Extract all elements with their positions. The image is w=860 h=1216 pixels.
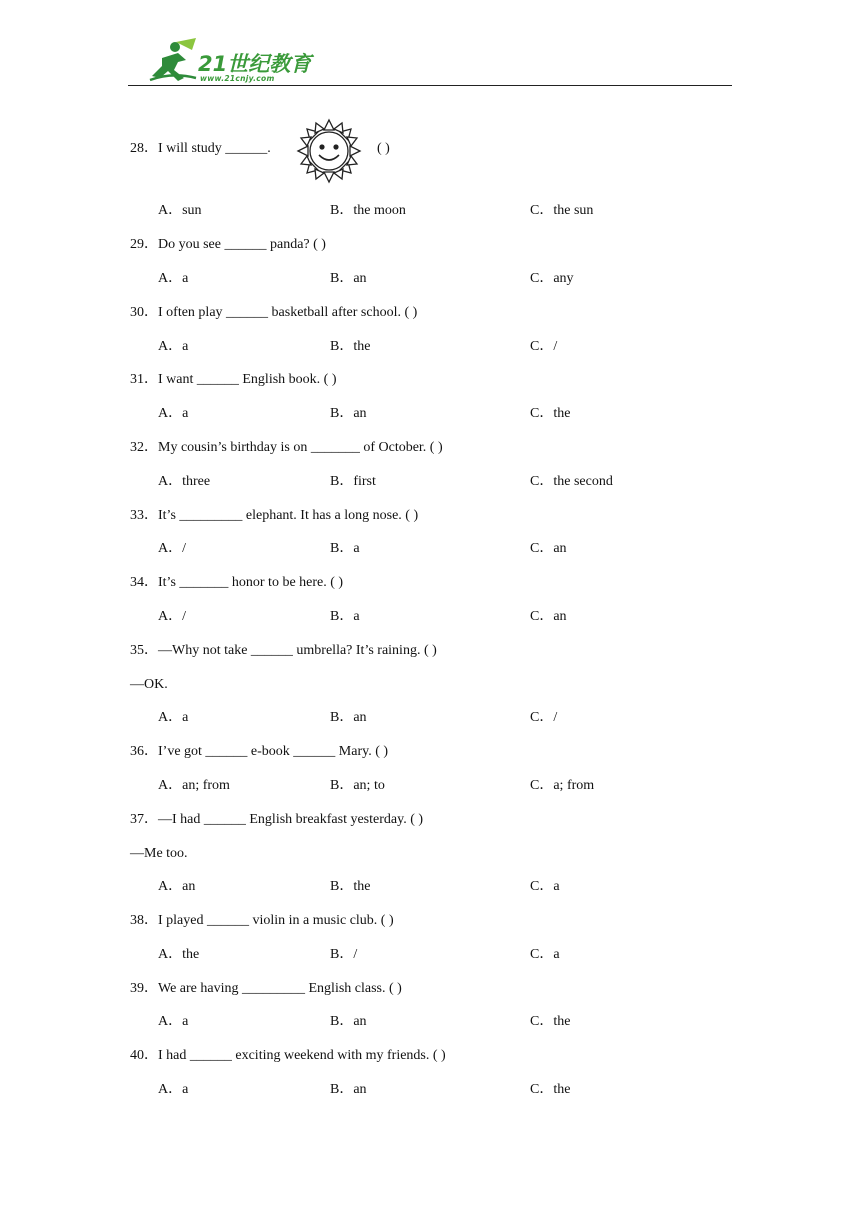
question-40-stem: 40．I had ______ exciting weekend with my friends. ( ) <box>130 1048 446 1063</box>
question-38-option-a: A．the <box>158 947 200 962</box>
question-38-option-c: C．a <box>530 947 560 962</box>
question-31-option-a: A．a <box>158 406 189 421</box>
question-32-option-a: A．three <box>158 474 211 489</box>
question-38-stem: 38．I played ______ violin in a music club. ( ) <box>130 913 394 928</box>
question-39-stem: 39．We are having _________ English class. ( ) <box>130 981 402 996</box>
question-29-option-b: B．an <box>330 271 367 286</box>
question-36-stem: 36．I’ve got ______ e-book ______ Mary. ( ) <box>130 744 389 759</box>
question-34-option-c: C．an <box>530 609 567 624</box>
question-28-stem: 28．I will study ______. <box>130 141 271 156</box>
question-30-option-a: A．a <box>158 339 189 354</box>
question-34-option-b: B．a <box>330 609 360 624</box>
question-30-stem: 30．I often play ______ basketball after school. ( ) <box>130 305 418 320</box>
question-33-option-a: A．/ <box>158 541 186 556</box>
question-31-option-b: B．an <box>330 406 367 421</box>
question-35-option-a: A．a <box>158 710 189 725</box>
page-header <box>128 38 732 88</box>
question-28-option-c: C．the sun <box>530 203 594 218</box>
logo-text: 21世纪教育 <box>198 52 312 76</box>
question-35-option-b: B．an <box>330 710 367 725</box>
question-28-answer-blank: ( ) <box>377 141 390 156</box>
question-40-option-b: B．an <box>330 1082 367 1097</box>
question-33-stem: 33．It’s _________ elephant. It has a long nose. ( ) <box>130 508 419 523</box>
question-37-reply: —Me too. <box>130 846 188 861</box>
question-37-stem: 37．—I had ______ English breakfast yesterday. ( ) <box>130 812 424 827</box>
question-33-option-c: C．an <box>530 541 567 556</box>
logo-url: www.21cnjy.com <box>200 74 275 83</box>
question-35-stem: 35．—Why not take ______ umbrella? It’s raining. ( ) <box>130 643 437 658</box>
question-39-option-b: B．an <box>330 1014 367 1029</box>
question-37-option-b: B．the <box>330 879 371 894</box>
question-29-option-c: C．any <box>530 271 574 286</box>
question-28-option-b: B．the moon <box>330 203 406 218</box>
header-divider <box>128 85 732 86</box>
question-30-option-c: C．/ <box>530 339 558 354</box>
question-36-option-c: C．a; from <box>530 778 595 793</box>
question-37-option-c: C．a <box>530 879 560 894</box>
runner-logo-icon <box>148 38 202 84</box>
question-40-option-a: A．a <box>158 1082 189 1097</box>
question-31-option-c: C．the <box>530 406 571 421</box>
question-32-option-c: C．the second <box>530 474 613 489</box>
question-29-stem: 29．Do you see ______ panda? ( ) <box>130 237 326 252</box>
question-36-option-a: A．an; from <box>158 778 230 793</box>
question-29-option-a: A．a <box>158 271 189 286</box>
question-31-stem: 31．I want ______ English book. ( ) <box>130 372 337 387</box>
site-logo <box>148 38 318 86</box>
question-39-option-a: A．a <box>158 1014 189 1029</box>
question-37-option-a: A．an <box>158 879 196 894</box>
question-34-stem: 34．It’s _______ honor to be here. ( ) <box>130 575 344 590</box>
question-35-reply: —OK. <box>130 677 168 692</box>
question-38-option-b: B．/ <box>330 947 358 962</box>
question-28-option-a: A．sun <box>158 203 202 218</box>
question-35-option-c: C．/ <box>530 710 558 725</box>
question-36-option-b: B．an; to <box>330 778 385 793</box>
question-32-option-b: B．first <box>330 474 376 489</box>
question-32-stem: 32．My cousin’s birthday is on _______ of October. ( ) <box>130 440 443 455</box>
question-30-option-b: B．the <box>330 339 371 354</box>
question-34-option-a: A．/ <box>158 609 186 624</box>
sun-icon <box>294 116 364 186</box>
question-40-option-c: C．the <box>530 1082 571 1097</box>
question-39-option-c: C．the <box>530 1014 571 1029</box>
question-33-option-b: B．a <box>330 541 360 556</box>
